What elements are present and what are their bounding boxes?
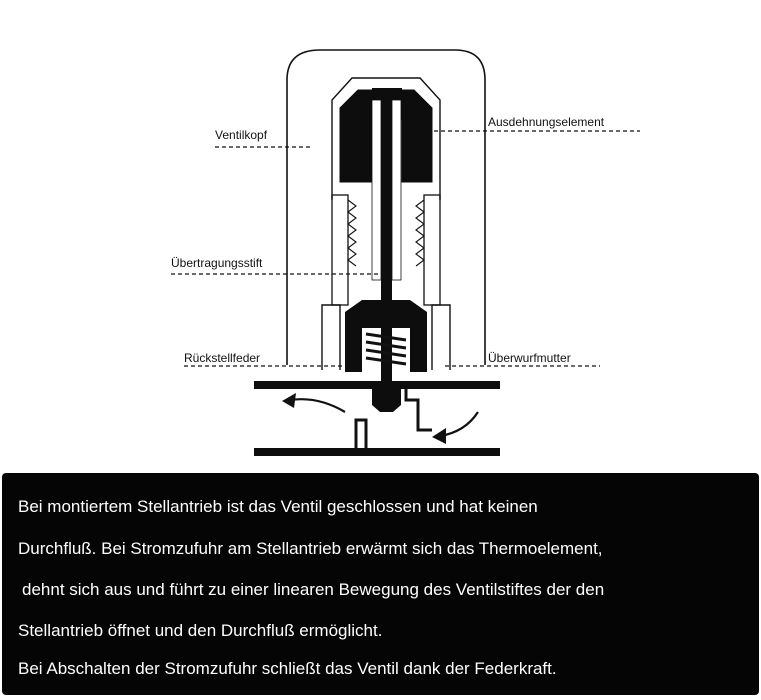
seat-right: [406, 389, 432, 430]
caption-line: dehnt sich aus und führt zu einer linearen Bewegung des Ventilstiftes der den: [22, 580, 605, 599]
caption-line: Bei montiertem Stellantrieb ist das Ventil geschlossen und hat keinen: [18, 497, 538, 516]
upper-plate: [254, 381, 500, 389]
caption-line: Durchfluß. Bei Stromzufuhr am Stellantrieb erwärmt sich das Thermoelement,: [18, 539, 603, 558]
caption-box: [2, 473, 759, 695]
union-nut-right: [432, 305, 450, 370]
valve-plug: [372, 389, 401, 412]
caption-line: Bei Abschalten der Stromzufuhr schließt das Ventil dank der Federkraft.: [18, 659, 557, 678]
label-ventilkopf: Ventilkopf: [215, 128, 268, 142]
label-uebertragungsstift: Übertragungsstift: [171, 256, 263, 270]
seat-left: [356, 420, 366, 448]
inner-sleeve-left: [332, 195, 348, 305]
label-rueckstellfeder: Rückstellfeder: [184, 351, 261, 365]
label-ausdehnungselement: Ausdehnungselement: [488, 115, 605, 129]
union-nut-left: [322, 305, 340, 370]
label-ueberwurfmutter: Überwurfmutter: [488, 351, 571, 365]
inner-sleeve-right: [424, 195, 440, 305]
caption-line: Stellantrieb öffnet und den Durchfluß ermöglicht.: [18, 621, 383, 640]
lower-plate: [254, 448, 500, 456]
flow-arrow-left: [290, 399, 345, 412]
